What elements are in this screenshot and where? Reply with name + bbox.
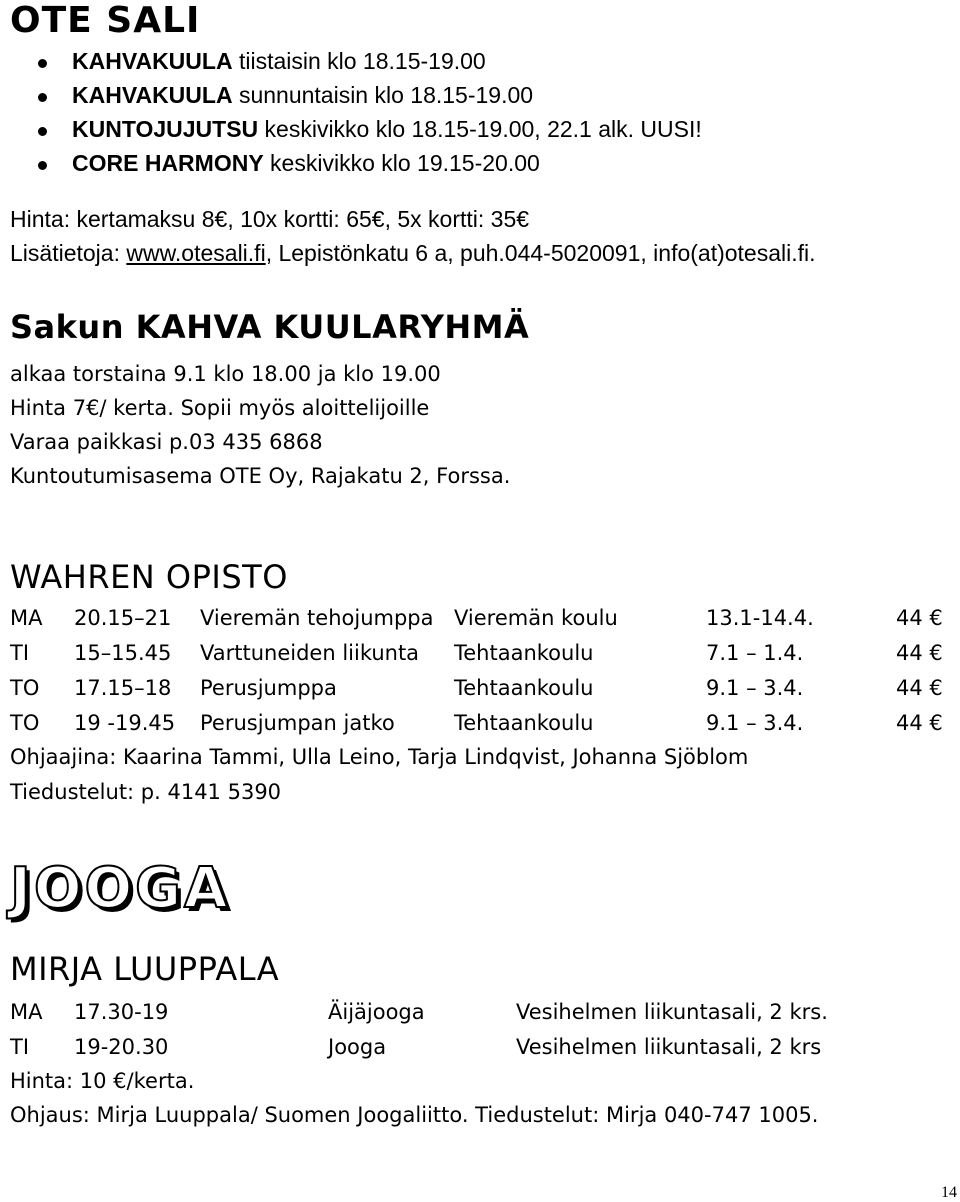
wahren-title: WAHREN OPISTO [10,558,288,596]
row-place: Tehtaankoulu [454,711,594,735]
sakun-line: alkaa torstaina 9.1 klo 18.00 ja klo 19.00 [10,362,441,386]
row-day: TO [10,676,40,700]
row-course: Vieremän tehojumppa [200,606,434,630]
row-place: Tehtaankoulu [454,676,594,700]
bullet-icon [38,59,47,68]
row-time: 17.30-19 [74,1000,169,1024]
jooga-contact: Ohjaus: Mirja Luuppala/ Suomen Joogaliitto. Tiedustelut: Mirja 040-747 1005. [10,1103,819,1127]
row-time: 20.15–21 [74,606,172,630]
row-day: TI [10,641,30,665]
row-time: 15–15.45 [74,641,172,665]
row-place: Vesihelmen liikuntasali, 2 krs [516,1035,822,1059]
ote-sali-title: OTE SALI [10,0,201,41]
row-dates: 9.1 – 3.4. [706,676,804,700]
row-day: MA [10,1000,43,1024]
row-course: Äijäjooga [328,1000,425,1024]
row-course: Varttuneiden liikunta [200,641,420,665]
row-time: 19 -19.45 [74,711,176,735]
row-course: Jooga [328,1035,387,1059]
row-price: 44 € [896,676,943,700]
row-day: MA [10,606,43,630]
row-price: 44 € [896,606,943,630]
ote-sali-price: Hinta: kertamaksu 8€, 10x kortti: 65€, 5x kortti: 35€ [10,206,530,232]
item-name: KAHVAKUULA [72,82,233,108]
bullet-icon [38,161,47,170]
row-course: Perusjumppa [200,676,337,700]
ote-sali-item [72,150,540,177]
row-time: 19-20.30 [74,1035,169,1059]
row-time: 17.15–18 [74,676,172,700]
row-dates: 9.1 – 3.4. [706,711,804,735]
ote-sali-item [72,82,533,109]
wahren-contact: Tiedustelut: p. 4141 5390 [10,780,282,804]
wahren-instructors: Ohjaajina: Kaarina Tammi, Ulla Leino, Tarja Lindqvist, Johanna Sjöblom [10,745,749,769]
row-dates: 7.1 – 1.4. [706,641,804,665]
sakun-line: Kuntoutumisasema OTE Oy, Rajakatu 2, Forssa. [10,464,511,488]
sakun-title: Sakun KAHVA KUULARYHMÄ [10,308,530,346]
sakun-line: Varaa paikkasi p.03 435 6868 [10,430,323,454]
item-detail: tiistaisin klo 18.15-19.00 [232,48,486,74]
item-detail: keskivikko klo 19.15-20.00 [263,150,540,176]
website-link[interactable]: www.otesali.fi [126,240,266,266]
row-place: Vieremän koulu [454,606,618,630]
bullet-icon [38,127,47,136]
ote-sali-item [72,116,702,143]
ote-sali-item [72,48,486,75]
info-prefix: Lisätietoja: [10,240,127,266]
row-course: Perusjumpan jatko [200,711,395,735]
item-name: KUNTOJUJUTSU [72,116,259,142]
item-name: CORE HARMONY [72,150,264,176]
jooga-instructor: MIRJA LUUPPALA [10,950,280,988]
page-number: 14 [941,1184,957,1201]
row-place: Vesihelmen liikuntasali, 2 krs. [516,1000,828,1024]
item-detail: sunnuntaisin klo 18.15-19.00 [232,82,534,108]
row-place: Tehtaankoulu [454,641,594,665]
ote-sali-info [10,240,816,267]
row-day: TI [10,1035,30,1059]
item-detail: keskivikko klo 18.15-19.00, 22.1 alk. UUSI! [258,116,702,142]
bullet-icon [38,93,47,102]
item-name: KAHVAKUULA [72,48,233,74]
row-day: TO [10,711,40,735]
jooga-price: Hinta: 10 €/kerta. [10,1069,195,1093]
info-rest: , Lepistönkatu 6 a, puh.044-5020091, info(at)otesali.fi. [265,240,816,266]
jooga-title: JOOGA [10,856,231,921]
sakun-line: Hinta 7€/ kerta. Sopii myös aloittelijoille [10,396,430,420]
row-price: 44 € [896,641,943,665]
row-price: 44 € [896,711,943,735]
row-dates: 13.1-14.4. [706,606,814,630]
